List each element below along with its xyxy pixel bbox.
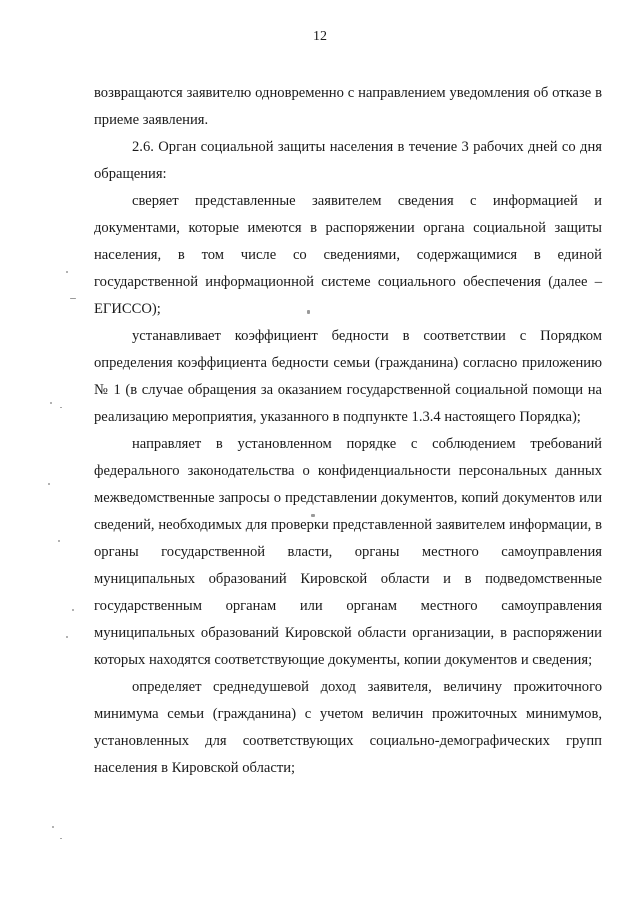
scan-speck: [72, 609, 74, 611]
paragraph-average-income: определяет среднедушевой доход заявителя, величину прожиточного минимума семьи (гражданина) с учетом величин прожиточных минимумов, установленных для соответствующих социально-демографических групп населения в Кировской области;: [94, 679, 602, 776]
scan-speck: [58, 540, 60, 542]
paragraph-section-2-6: 2.6. Орган социальной защиты населения в течение 3 рабочих дней со дня обращения:: [94, 139, 602, 182]
document-body: [94, 80, 602, 782]
paragraph-interagency-requests: направляет в установленном порядке с соблюдением требований федерального законодательства о конфиденциальности персональных данных межведомственные запросы о представлении документов, копий документов или сведений, необходимых для проверки представленной заявителем информации, в органы государственной власти, органы местного самоуправления муниципальных образований Кировской области и в подведомственные государственным органам или органам местного самоуправления муниципальных образований Кировской области организации, в распоряжении которых находятся соответствующие документы, копии документов и сведения;: [94, 436, 602, 668]
scan-speck: [60, 838, 62, 839]
page-number: 12: [313, 29, 327, 44]
scan-speck: [50, 402, 52, 404]
scan-speck: [48, 483, 50, 485]
scan-speck: [311, 514, 315, 517]
paragraph-poverty-coefficient: устанавливает коэффициент бедности в соответствии с Порядком определения коэффициента бедности семьи (гражданина) согласно приложению № 1 (в случае обращения за оказанием государственной социальной помощи на реализацию мероприятия, указанного в подпункте 1.3.4 настоящего Порядка);: [94, 328, 602, 425]
scan-speck: [307, 310, 310, 314]
scan-speck: [52, 826, 54, 828]
scan-speck: [66, 271, 68, 273]
scan-speck: [66, 636, 68, 638]
paragraph-verifies-information: сверяет представленные заявителем сведения с информацией и документами, которые имеются в распоряжении органа социальной защиты населения, в том числе со сведениями, содержащимися в единой государственной информационной системе социального обеспечения (далее – ЕГИССО);: [94, 193, 602, 317]
scan-speck: [70, 298, 76, 299]
paragraph-continuation: возвращаются заявителю одновременно с направлением уведомления об отказе в приеме заявления.: [94, 85, 602, 128]
scan-speck: [60, 407, 62, 408]
